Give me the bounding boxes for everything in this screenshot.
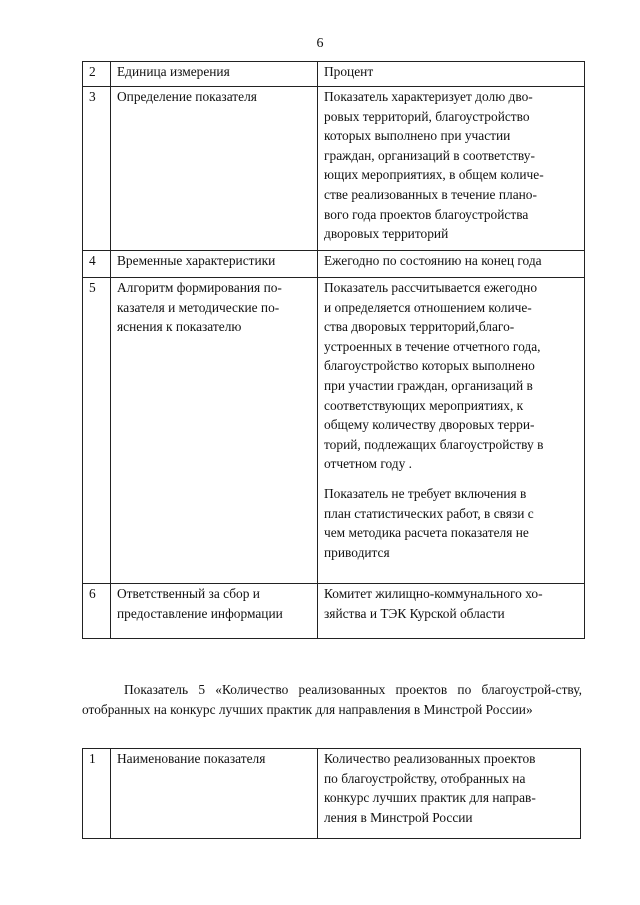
row-number: 3 — [83, 87, 111, 251]
row-label: Временные характеристики — [111, 251, 318, 278]
table-row — [83, 251, 585, 278]
row-value-paragraph: Количество реализованных проектов по благоустройству, отобранных на конкурс лучших практик для направ- ления в Минстрой России — [324, 751, 536, 825]
row-number: 4 — [83, 251, 111, 278]
table-row — [83, 62, 585, 87]
table-row — [83, 278, 585, 584]
row-value — [318, 62, 585, 87]
table-row — [83, 87, 585, 251]
row-value-paragraph: Показатель рассчитывается ежегодно и определяется отношением количе- ства дворовых территорий,благо- устроенных в течение отчетного года, благоустройство которых выполнено при участии граждан, организаций в соответствующих мероприятиях, к общему количеству дворовых терри- торий, подлежащих благоустройству в отчетном году . — [324, 280, 544, 472]
row-value-paragraph: Процент — [324, 64, 374, 79]
indicator-heading: Показатель 5 «Количество реализованных проектов по благоустрой-ству, отобранных на конкурс лучших практик для направления в Минстрой России» — [82, 682, 582, 717]
row-value — [318, 584, 585, 639]
table-row — [83, 749, 581, 839]
row-number: 1 — [83, 749, 111, 839]
row-value — [318, 87, 585, 251]
indicator-passport-table — [82, 61, 585, 639]
row-label: Наименование показателя — [111, 749, 318, 839]
row-value-paragraph: Показатель характеризует долю дво- ровых территорий, благоустройство которых выполнено при участии граждан, организаций в соответству- ющих мероприятиях, в общем количе- стве реализованных в течение плано- вого года проектов благоустройства дворовых территорий — [324, 89, 544, 242]
page-number: 6 — [316, 36, 324, 51]
row-value-paragraph: Комитет жилищно-коммунального хо- зяйства и ТЭК Курской области — [324, 586, 543, 621]
row-label: Определение показателя — [111, 87, 318, 251]
row-value-paragraph: Ежегодно по состоянию на конец года — [324, 253, 542, 268]
indicator-passport-table — [82, 748, 581, 839]
row-number: 6 — [83, 584, 111, 639]
row-label: Алгоритм формирования по- казателя и методические по- яснения к показателю — [111, 278, 318, 584]
table-row — [83, 584, 585, 639]
row-number: 5 — [83, 278, 111, 584]
row-value — [318, 251, 585, 278]
row-label: Ответственный за сбор и предоставление информации — [111, 584, 318, 639]
row-number: 2 — [83, 62, 111, 87]
row-label: Единица измерения — [111, 62, 318, 87]
row-value-paragraph: Показатель не требует включения в план статистических работ, в связи с чем методика расчета показателя не приводится — [324, 485, 534, 560]
row-value — [318, 278, 585, 584]
row-value — [318, 749, 581, 839]
